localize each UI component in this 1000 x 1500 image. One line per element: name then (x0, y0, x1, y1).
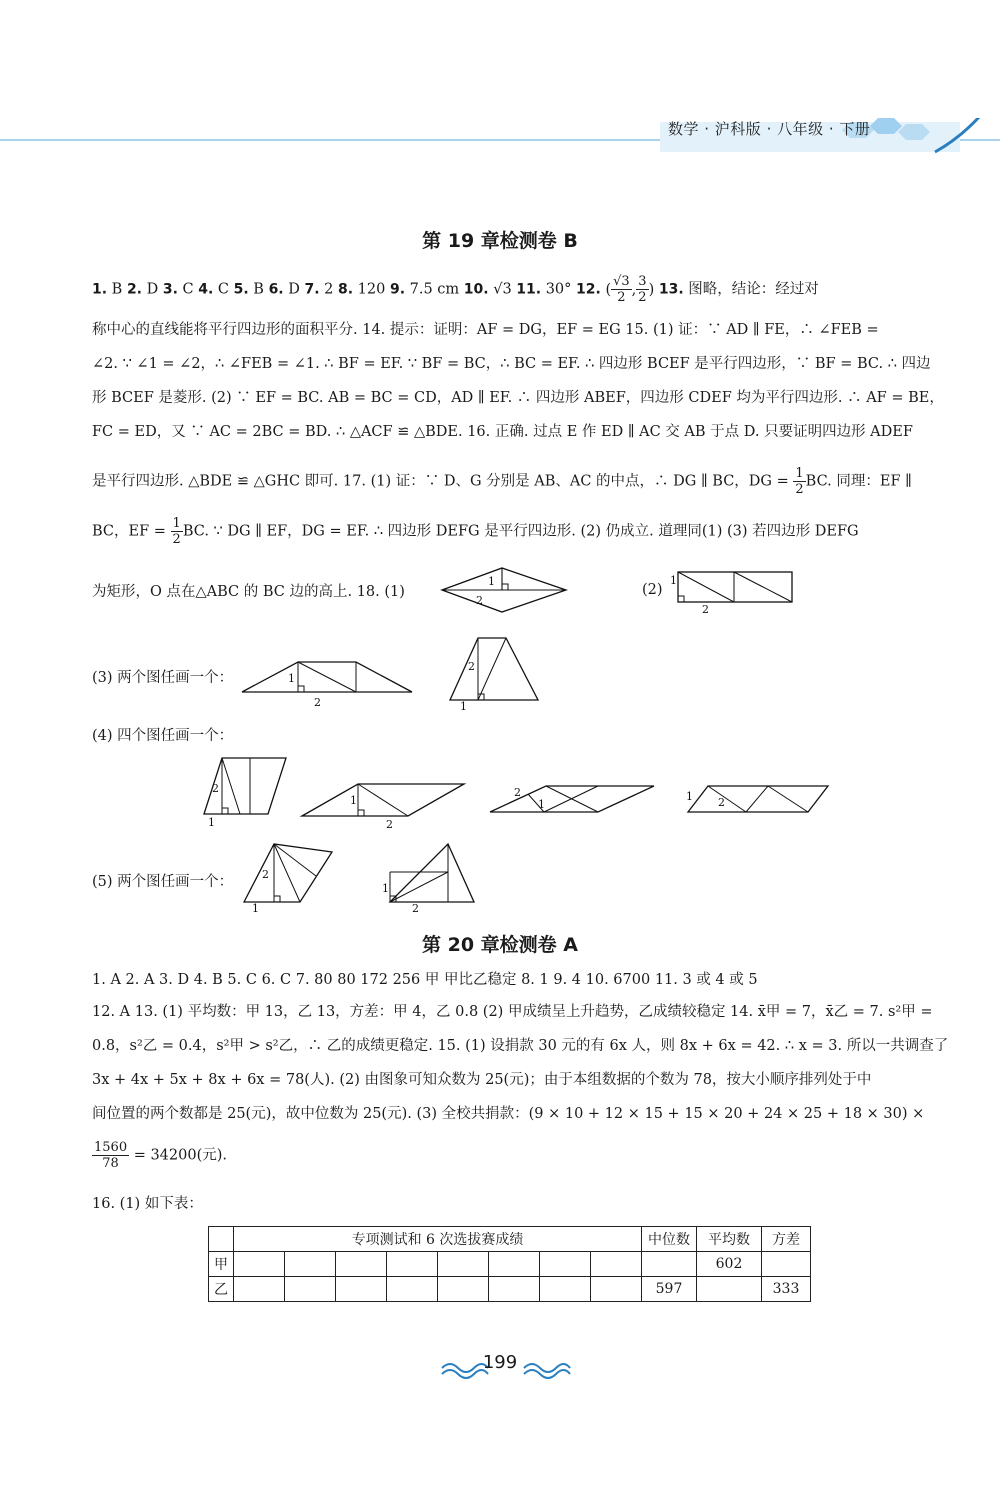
table-header: 专项测试和 6 次选拔赛成绩 (234, 1227, 642, 1252)
ch20-line-7: 16. (1) 如下表： (92, 1196, 203, 1212)
table-cell-median (642, 1252, 697, 1277)
figure-18-4-a (200, 756, 292, 828)
table-header: 方差 (762, 1227, 811, 1252)
table-header: 中位数 (642, 1227, 697, 1252)
svg-text:1: 1 (686, 790, 693, 803)
ch19-line-7: BC，EF = $\frac{1}{2}$ BC. ∵ DG ∥ EF，DG = EF. ∴ 四边形 DEFG 是平行四边形. (2) 仍成立. 道理同(1) (3) 若四边形 DEFG (92, 516, 859, 547)
q18-2-label: (2) (642, 582, 663, 598)
page-number: 199 (482, 1352, 518, 1373)
table-header: 平均数 (697, 1227, 762, 1252)
svg-text:2: 2 (412, 902, 419, 915)
figure-18-4-c (488, 784, 658, 820)
ch20-line-1: 1. A 2. A 3. D 4. B 5. C 6. C 7. 80 80 172 256 甲 甲比乙稳定 8. 1 9. 4 10. 6700 11. 3 或 4 或 5 (92, 972, 758, 988)
ch19-line-3: ∠2. ∵ ∠1 = ∠2，∴ ∠FEB = ∠1. ∴ BF = EF. ∵ BF = BC，∴ BC = EF. ∴ 四边形 BCEF 是平行四边形，∵ BF = BC. ∴ 四边 (92, 356, 931, 372)
ch19-line-4: 形 BCEF 是菱形. (2) ∵ EF = BC. AB = BC = CD，AD ∥ EF. ∴ 四边形 ABEF，四边形 CDEF 均为平行四边形. ∴ AF = BE， (92, 390, 944, 406)
svg-text:2: 2 (386, 818, 393, 831)
ch19-line-5: FC = ED，又 ∵ AC = 2BC = BD. ∴ △ACF ≌ △BDE. 16. 正确. 过点 E 作 ED ∥ AC 交 AB 于点 D. 只要证明四边形 ADEF (92, 424, 913, 440)
table-cell-name: 甲 (209, 1252, 234, 1277)
table-cell-median: 597 (642, 1277, 697, 1302)
svg-text:1: 1 (350, 794, 357, 807)
svg-text:1: 1 (538, 798, 545, 811)
figure-18-4-b (300, 782, 466, 830)
svg-text:2: 2 (514, 786, 521, 799)
table-cell-mean (697, 1277, 762, 1302)
table-header-row (209, 1227, 811, 1252)
svg-text:2: 2 (314, 696, 321, 709)
svg-text:1: 1 (670, 574, 677, 587)
svg-text:1: 1 (382, 882, 389, 895)
table-corner (209, 1227, 234, 1252)
figure-18-1-rhombus (440, 566, 570, 616)
ch19-line-2: 称中心的直线能将平行四边形的面积平分. 14. 提示：证明：AF = DG，EF = EG 15. (1) 证：∵ AD ∥ FE，∴ ∠FEB = (92, 322, 879, 338)
svg-text:2: 2 (718, 796, 725, 809)
ch20-line-4: 3x + 4x + 5x + 8x + 6x = 78(人). (2) 由图象可知众数为 25(元)；由于本组数据的个数为 78，按大小顺序排列处于中 (92, 1072, 872, 1088)
ch20-line-3: 0.8，s²乙 = 0.4，s²甲 > s²乙，∴ 乙的成绩更稳定. 15. (1) 设捐款 30 元的有 6x 人，则 8x + 6x = 42. ∴ x = 3. 所以一共调查了 (92, 1038, 949, 1054)
table-cell-name: 乙 (209, 1277, 234, 1302)
q18-3-label: (3) 两个图任画一个： (92, 670, 234, 686)
q12-answer: ( $\frac{√3}{2}$ , $\frac{3}{2}$ ) (605, 274, 655, 305)
figure-18-4-d (686, 784, 832, 820)
q18-4-label: (4) 四个图任画一个： (92, 728, 234, 744)
table-cell-variance (762, 1252, 811, 1277)
svg-text:2: 2 (262, 868, 269, 881)
svg-text:2: 2 (476, 594, 483, 607)
table-row (209, 1252, 811, 1277)
q18-5-label: (5) 两个图任画一个： (92, 874, 234, 890)
figure-18-3-trapezoid (240, 658, 416, 710)
svg-text:2: 2 (468, 660, 475, 673)
figure-18-5-a (240, 840, 336, 914)
ch20-line-6: $\frac{1560}{78}$ = 34200(元). (94, 1140, 228, 1171)
score-table (208, 1226, 811, 1302)
ch19-line-1: 1. B 2. D 3. C 4. C 5. B 6. D 7. 2 8. 120 9. 7.5 cm 10. √3 11. 30° 12. ( $\frac{√3}{2}$ , $\frac{3}{2}$ ) 13. 图略，结论：经过对 (92, 274, 819, 305)
chapter-20-title: 第 20 章检测卷 A (422, 934, 578, 956)
ch19-line-6: 是平行四边形. △BDE ≌ △GHC 即可. 17. (1) 证：∵ D、G 分别是 AB、AC 的中点，∴ DG ∥ BC，DG = $\frac{1}{2}$ BC. 同理：EF ∥ (92, 466, 912, 497)
svg-text:2: 2 (212, 782, 219, 795)
figure-18-5-b (382, 842, 478, 915)
figure-18-3-trapezoid-tall (448, 634, 544, 713)
chapter-19-title: 第 19 章检测卷 B (422, 230, 578, 252)
ch20-line-5: 间位置的两个数都是 25(元)，故中位数为 25(元). (3) 全校共捐款：(9 × 10 + 12 × 15 + 15 × 20 + 24 × 25 + 18 × 30) × (92, 1106, 925, 1122)
table-cell-variance: 333 (762, 1277, 811, 1302)
figure-18-2-rectangle (670, 570, 796, 616)
svg-text:1: 1 (460, 700, 467, 713)
header-book-title: 数学 · 沪科版 · 八年级 · 下册 (668, 120, 871, 138)
ch19-line-8: 为矩形，O 点在△ABC 的 BC 边的高上. 18. (1) (92, 584, 405, 600)
ch20-line-2: 12. A 13. (1) 平均数：甲 13，乙 13，方差：甲 4，乙 0.8 (2) 甲成绩呈上升趋势，乙成绩较稳定 14. x̄甲 = 7，x̄乙 = 7. s²甲 = (92, 1004, 933, 1020)
svg-text:1: 1 (288, 672, 295, 685)
table-cell-mean: 602 (697, 1252, 762, 1277)
svg-text:1: 1 (488, 575, 495, 588)
svg-text:1: 1 (252, 902, 259, 915)
svg-text:2: 2 (702, 603, 709, 616)
svg-text:1: 1 (208, 816, 215, 829)
table-row (209, 1277, 811, 1302)
